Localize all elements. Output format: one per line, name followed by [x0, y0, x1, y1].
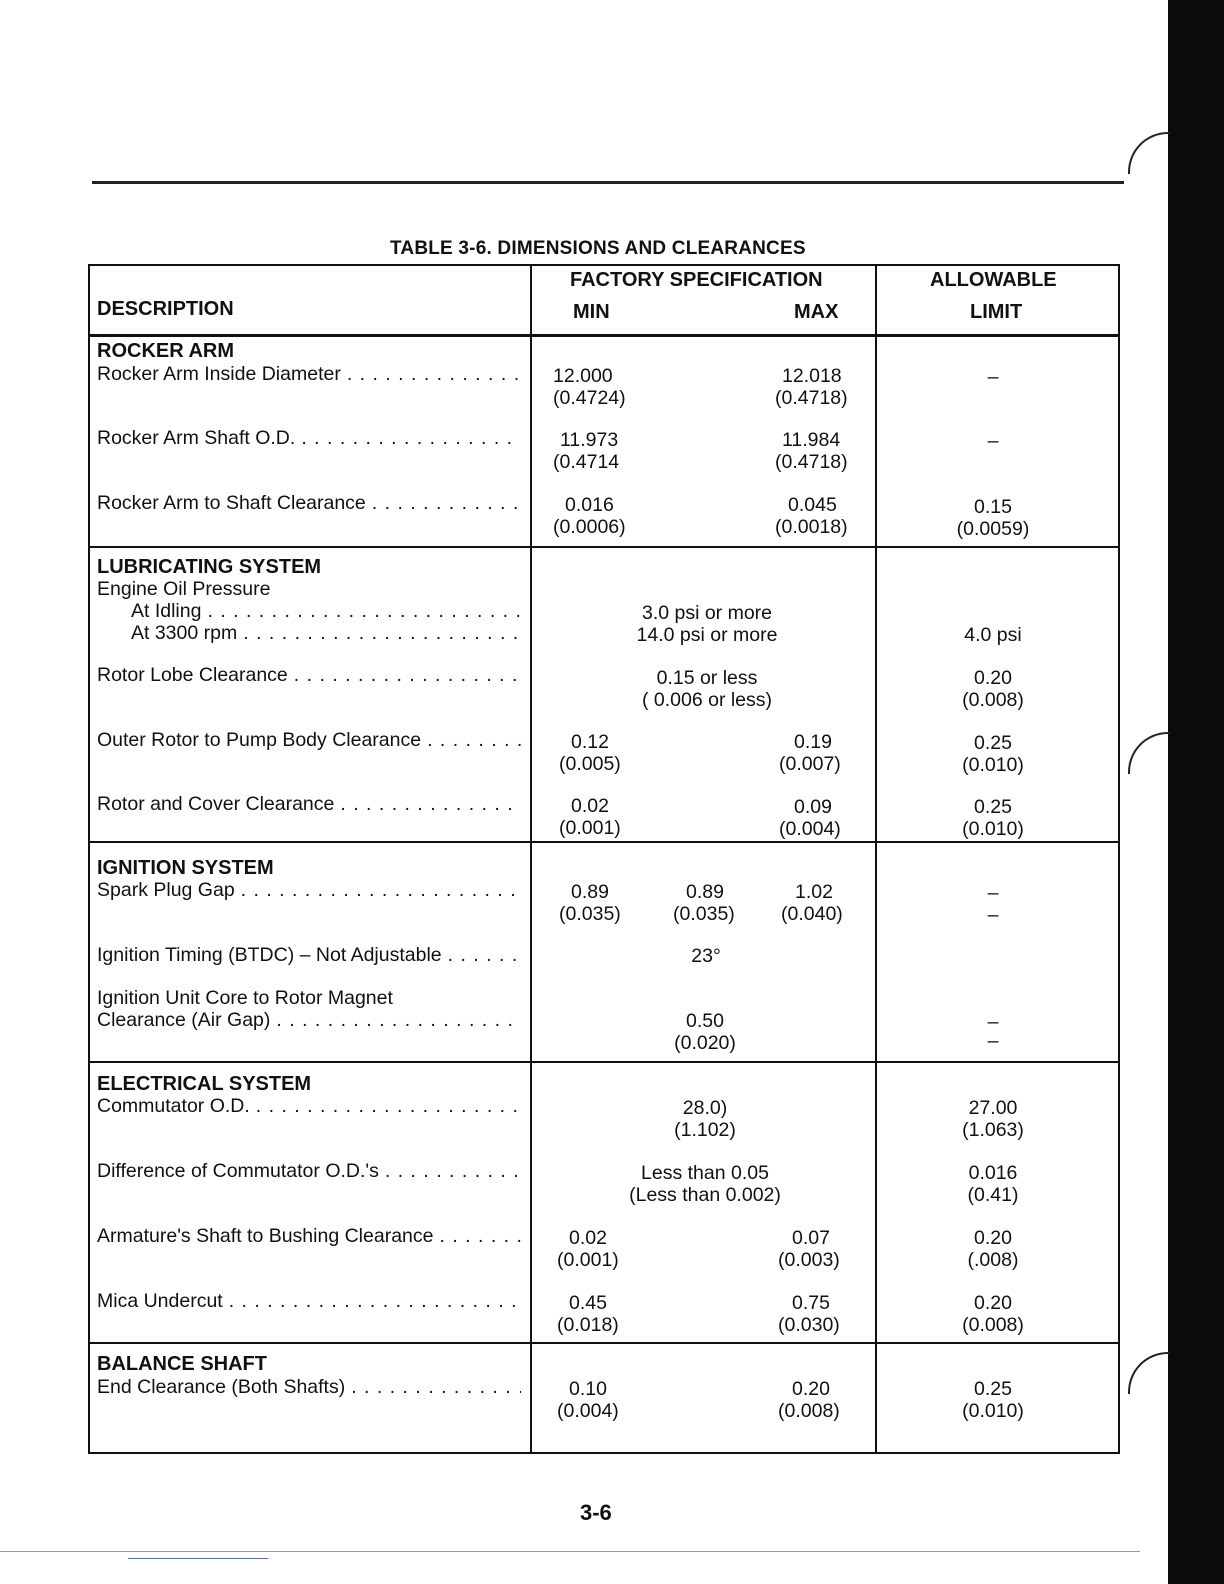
min-value-in: (0.004) — [557, 1400, 619, 1422]
min-value: 0.02 — [569, 1227, 607, 1249]
limit-value: 0.20 — [974, 1292, 1012, 1314]
row-rotor-cover-clearance — [97, 793, 521, 815]
spec-value-in: ( 0.006 or less) — [641, 689, 773, 711]
limit-value-in: (0.008) — [962, 1314, 1024, 1336]
max-value: 0.75 — [792, 1292, 830, 1314]
limit-value: – — [987, 1030, 999, 1052]
section-electrical-system: ELECTRICAL SYSTEM — [97, 1073, 312, 1095]
section-lubricating-system: LUBRICATING SYSTEM — [97, 556, 322, 578]
spec-value-1-in: (0.035) — [559, 903, 621, 925]
limit-value: 0.25 — [974, 1378, 1012, 1400]
max-value-in: (0.007) — [779, 753, 841, 775]
row-rotor-lobe-clearance — [97, 664, 521, 686]
min-value-in: (0.005) — [559, 753, 621, 775]
row-label: Commutator O.D. — [97, 1095, 250, 1117]
row-label: Armature's Shaft to Bushing Clearance — [97, 1225, 434, 1247]
section-divider — [88, 1342, 1120, 1344]
min-value: 0.45 — [569, 1292, 607, 1314]
max-value: 0.19 — [794, 731, 832, 753]
row-rocker-inside-diameter — [97, 363, 521, 385]
max-value: 12.018 — [782, 365, 842, 387]
limit-value: – — [987, 1011, 999, 1033]
row-ignition-timing — [97, 944, 521, 966]
limit-value: 0.25 — [974, 796, 1012, 818]
limit-value: 4.0 psi — [964, 624, 1022, 646]
spec-value-3: 1.02 — [795, 881, 833, 903]
row-at-idling — [131, 600, 521, 622]
max-value-in: (0.0018) — [775, 516, 848, 538]
spec-value: 0.50 — [686, 1010, 724, 1032]
min-value-in: (0.4724) — [553, 387, 626, 409]
row-rocker-shaft-od — [97, 427, 521, 449]
section-divider — [88, 546, 1120, 548]
max-value-in: (0.4718) — [775, 451, 848, 473]
row-label: Mica Undercut — [97, 1290, 223, 1312]
row-label: Rocker Arm Shaft O.D. — [97, 427, 296, 449]
row-label: Difference of Commutator O.D.'s — [97, 1160, 379, 1182]
punch-hole — [1128, 1352, 1170, 1394]
min-value-in: (0.0006) — [553, 516, 626, 538]
column-divider — [530, 264, 532, 1454]
spec-value-3-in: (0.040) — [781, 903, 843, 925]
min-value-in: (0.001) — [559, 817, 621, 839]
binding-edge — [1168, 0, 1224, 1584]
limit-value-in: (0.010) — [962, 754, 1024, 776]
page-number: 3-6 — [580, 1500, 612, 1525]
spec-value-1: 0.89 — [571, 881, 609, 903]
row-label: At Idling — [131, 600, 202, 622]
limit-value-in: (0.010) — [962, 1400, 1024, 1422]
section-balance-shaft: BALANCE SHAFT — [97, 1353, 267, 1375]
section-ignition-system: IGNITION SYSTEM — [97, 857, 274, 879]
min-value-in: (0.4714 — [553, 451, 620, 473]
spec-value-2: 0.89 — [686, 881, 724, 903]
limit-value: 0.15 — [974, 496, 1012, 518]
spec-value: 0.15 or less — [656, 667, 758, 689]
row-label: Rocker Arm to Shaft Clearance — [97, 492, 366, 514]
header-min: MIN — [573, 301, 610, 323]
limit-value-in: (0.41) — [967, 1184, 1019, 1206]
row-label: Clearance (Air Gap) — [97, 1009, 271, 1031]
max-value-in: (0.003) — [778, 1249, 840, 1271]
row-commutator-difference — [97, 1160, 521, 1182]
header-limit: LIMIT — [970, 301, 1023, 323]
limit-value: – — [987, 882, 999, 904]
limit-value: 0.20 — [974, 1227, 1012, 1249]
bottom-rule — [0, 1551, 1140, 1552]
row-commutator-od — [97, 1095, 521, 1117]
spec-value-in: (Less than 0.002) — [629, 1184, 781, 1206]
row-label: At 3300 rpm — [131, 622, 238, 644]
min-value: 0.016 — [565, 494, 614, 516]
row-label: Rotor and Cover Clearance — [97, 793, 335, 815]
spec-value-2-in: (0.035) — [673, 903, 735, 925]
max-value-in: (0.008) — [778, 1400, 840, 1422]
spec-value: 3.0 psi or more — [641, 602, 773, 624]
section-divider — [88, 1061, 1120, 1063]
row-label: End Clearance (Both Shafts) — [97, 1376, 346, 1398]
row-label: Spark Plug Gap — [97, 879, 235, 901]
limit-value: 0.20 — [974, 667, 1012, 689]
top-rule — [92, 181, 1124, 184]
header-allowable: ALLOWABLE — [930, 269, 1057, 291]
max-value: 0.20 — [792, 1378, 830, 1400]
row-rocker-shaft-clearance — [97, 492, 521, 514]
spec-value-in: (0.020) — [674, 1032, 736, 1054]
spec-value: 23° — [691, 945, 721, 967]
header-divider — [88, 334, 1120, 337]
max-value-in: (0.4718) — [775, 387, 848, 409]
limit-value-in: (0.010) — [962, 818, 1024, 840]
min-value: 0.10 — [569, 1378, 607, 1400]
row-armature-shaft-clearance — [97, 1225, 521, 1247]
limit-value: 27.00 — [968, 1097, 1018, 1119]
limit-value: – — [987, 904, 999, 926]
spec-value-in: (1.102) — [674, 1119, 736, 1141]
min-value: 12.000 — [553, 365, 613, 387]
min-value: 11.973 — [560, 429, 619, 451]
row-end-clearance — [97, 1376, 521, 1398]
limit-value-in: (.008) — [967, 1249, 1019, 1271]
punch-hole — [1128, 732, 1170, 774]
bottom-mark — [128, 1558, 268, 1559]
max-value: 0.045 — [788, 494, 837, 516]
table-title: TABLE 3-6. DIMENSIONS AND CLEARANCES — [390, 238, 806, 259]
section-rocker-arm: ROCKER ARM — [97, 340, 235, 362]
row-ignition-core-air-gap — [97, 1009, 521, 1031]
max-value: 0.09 — [794, 796, 832, 818]
row-at-3300-rpm — [131, 622, 521, 644]
min-value: 0.02 — [571, 795, 609, 817]
row-label: Outer Rotor to Pump Body Clearance — [97, 729, 422, 751]
min-value-in: (0.001) — [557, 1249, 619, 1271]
limit-value-in: (0.0059) — [956, 518, 1030, 540]
spec-value: 28.0) — [682, 1097, 728, 1119]
row-label: Ignition Timing (BTDC) – Not Adjustable — [97, 944, 442, 966]
limit-value: 0.25 — [974, 732, 1012, 754]
row-spark-plug-gap — [97, 879, 521, 901]
max-value-in: (0.030) — [778, 1314, 840, 1336]
limit-value-in: (0.008) — [962, 689, 1024, 711]
max-value-in: (0.004) — [779, 818, 841, 840]
limit-value: – — [987, 430, 999, 452]
row-ignition-core-line1: Ignition Unit Core to Rotor Magnet — [97, 987, 393, 1009]
punch-hole — [1128, 132, 1170, 174]
limit-value-in: (1.063) — [962, 1119, 1024, 1141]
min-value-in: (0.018) — [557, 1314, 619, 1336]
limit-value: 0.016 — [968, 1162, 1018, 1184]
min-value: 0.12 — [571, 731, 609, 753]
limit-value: – — [987, 366, 999, 388]
max-value: 0.07 — [792, 1227, 830, 1249]
max-value: 11.984 — [782, 429, 841, 451]
spec-value: 14.0 psi or more — [636, 624, 778, 646]
header-description: DESCRIPTION — [97, 298, 234, 320]
row-label: Rotor Lobe Clearance — [97, 664, 288, 686]
row-outer-rotor-clearance — [97, 729, 521, 751]
row-engine-oil-pressure: Engine Oil Pressure — [97, 578, 271, 600]
spec-value: Less than 0.05 — [641, 1162, 769, 1184]
header-max: MAX — [794, 301, 839, 323]
row-label: Rocker Arm Inside Diameter — [97, 363, 341, 385]
section-divider — [88, 841, 1120, 843]
column-divider — [875, 264, 877, 1454]
header-factory-specification: FACTORY SPECIFICATION — [570, 269, 823, 291]
row-mica-undercut — [97, 1290, 521, 1312]
